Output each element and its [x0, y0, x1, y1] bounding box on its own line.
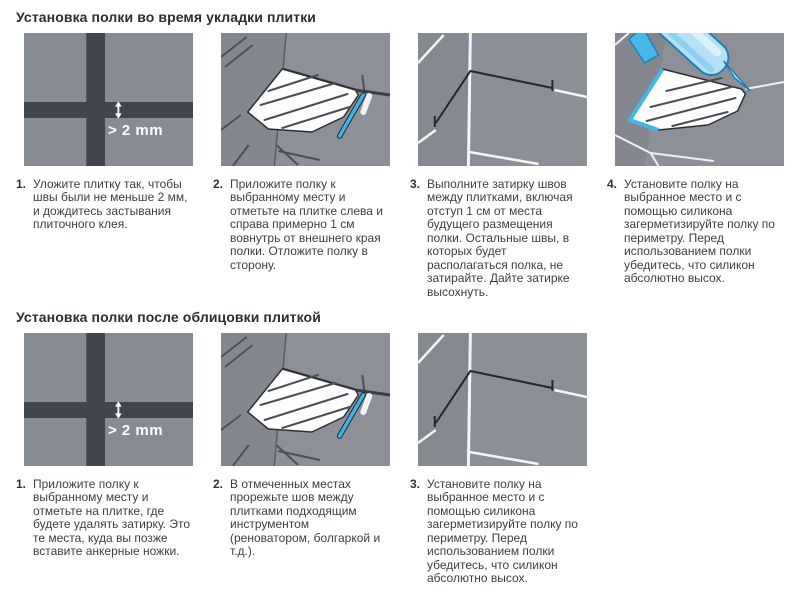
tiles	[24, 333, 193, 466]
step-text: Уложите плитку так, чтобы швы были не меньше 2 мм, и дождитесь застывания плиточного клея.	[33, 177, 188, 232]
step-text: Выполните затирку швов между плитками, включая отступ 1 см от места будущего размещения полки. Остальные швы, в которых будет располагаться полка, не затирайте. Дайте затирке высохнуть.	[427, 177, 573, 299]
step-item	[607, 478, 784, 586]
step-number: 4.	[607, 177, 618, 191]
step-item	[607, 178, 784, 299]
step-item	[410, 478, 587, 586]
grout-seams-illustration	[418, 333, 587, 466]
step-number: 3.	[410, 476, 421, 491]
step-item	[213, 178, 390, 299]
panel-tile-joint-gap	[24, 33, 193, 166]
step-item	[213, 478, 390, 586]
step-item	[16, 178, 193, 299]
section-title: Установка полки во время укладки плитки	[16, 9, 317, 25]
panel-tile-joint-gap	[24, 333, 193, 466]
steps-row	[16, 478, 784, 586]
shelf-marking-illustration	[221, 333, 390, 466]
corner-line	[468, 33, 470, 166]
grout-seams-illustration	[418, 33, 587, 166]
step-text: Установите полку на выбранное место и с помощью силикона загерметизируйте полку по периметру. Перед использованием полки убедитесь, что силикон абсолютно высох.	[624, 177, 775, 286]
step-number: 3.	[410, 177, 421, 191]
step-number: 2.	[213, 177, 224, 191]
gap-size-label: > 2 mm	[108, 122, 164, 139]
tiles	[24, 33, 193, 166]
steps-row	[16, 178, 784, 299]
gap-size-label: > 2 mm	[108, 421, 164, 439]
corner-line	[468, 333, 470, 466]
section-after-tiling	[16, 309, 784, 586]
panel-grout-seam-marks	[418, 333, 587, 466]
section-during-tiling	[16, 9, 784, 299]
step-number: 1.	[16, 177, 27, 191]
panel-grout-seam-marks	[418, 33, 587, 166]
panel-silicone-sealing	[615, 33, 784, 166]
silicone-sealing-illustration	[615, 33, 784, 166]
step-text: Приложите полку к выбранному месту и отметьте на плитке слева и справа примерно 1 см вовнутрь от внешнего края полки. Отложите полку в сторону.	[230, 177, 383, 272]
step-text: Приложите полку к выбранному месту и отметьте на плитке, где будете удалять затирку. Это те места, куда вы позже вставите анкерные ножки.	[33, 476, 191, 559]
section-title: Установка полки после облицовки плиткой	[16, 308, 321, 325]
step-item	[410, 178, 587, 299]
tile-joint-illustration	[24, 333, 193, 466]
step-number: 2.	[213, 476, 224, 491]
step-item	[16, 478, 193, 586]
panel-shelf-marking	[221, 33, 390, 166]
step-text: Установите полку на выбранное место и с помощью силикона загерметизируйте полку по периметру. Перед использованием полки убедитесь, что силикон абсолютно высох.	[427, 476, 578, 585]
illustration-row	[16, 33, 784, 166]
step-text: В отмеченных местах прорежьте шов между плитками подходящим инструментом (реноватором, болгаркой и т.д.).	[230, 476, 381, 559]
panel-shelf-marking	[221, 333, 390, 466]
illustration-row	[16, 333, 784, 466]
tile-joint-illustration	[24, 33, 193, 166]
shelf-marking-illustration	[221, 33, 390, 166]
step-number: 1.	[16, 476, 27, 491]
